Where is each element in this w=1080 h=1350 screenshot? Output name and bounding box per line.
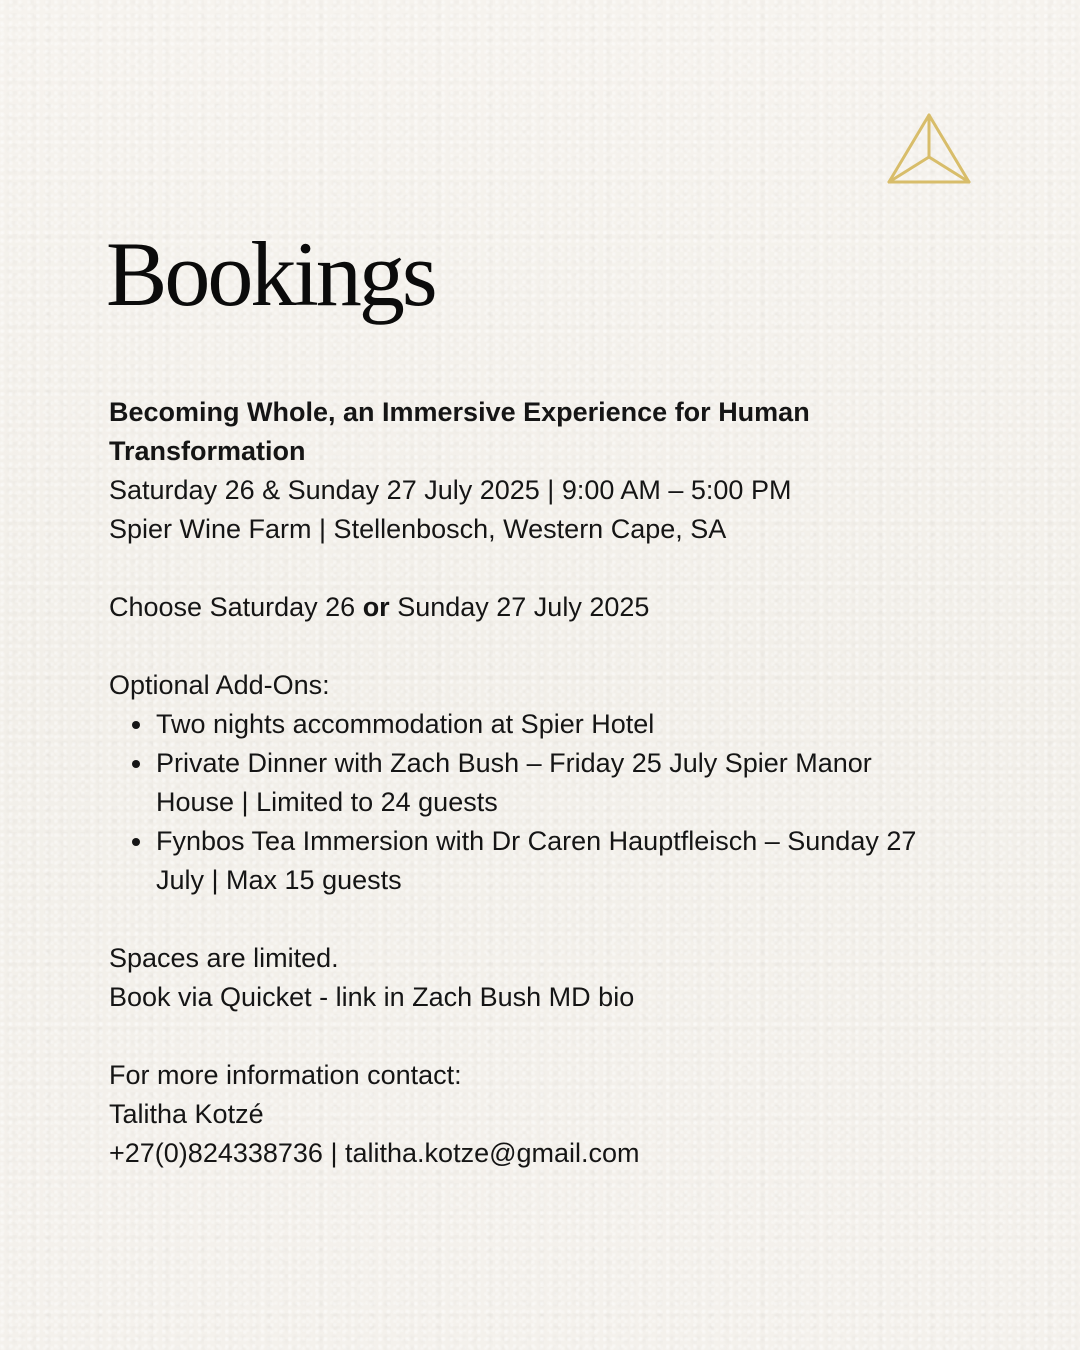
contact-line <box>109 1134 939 1173</box>
list-item: Fynbos Tea Immersion with Dr Caren Hauptfleisch – Sunday 27 July | Max 15 guests <box>156 822 939 900</box>
contact-phone: +27(0)824338736 <box>109 1138 323 1168</box>
contact-name: Talitha Kotzé <box>109 1099 264 1129</box>
event-name: Becoming Whole, an Immersive Experience for Human Transformation <box>109 397 810 466</box>
day-choice-prefix: Choose Saturday 26 <box>109 592 356 622</box>
page-title: Bookings <box>106 223 435 325</box>
contact-email: talitha.kotze@gmail.com <box>345 1138 640 1168</box>
booking-details <box>109 393 939 1173</box>
addons-list <box>109 705 939 900</box>
event-dates: Saturday 26 & Sunday 27 July 2025 | 9:00 AM – 5:00 PM <box>109 475 792 505</box>
triangle-pyramid-icon <box>886 112 972 186</box>
addons-heading: Optional Add-Ons: <box>109 670 330 700</box>
contact-separator: | <box>330 1138 338 1168</box>
spaces-limited: Spaces are limited. <box>109 943 339 973</box>
day-choice <box>109 588 939 627</box>
contact-heading: For more information contact: <box>109 1060 462 1090</box>
event-venue: Spier Wine Farm | Stellenbosch, Western Cape, SA <box>109 514 727 544</box>
day-choice-suffix: Sunday 27 July 2025 <box>397 592 650 622</box>
list-item: Private Dinner with Zach Bush – Friday 25 July Spier Manor House | Limited to 24 guests <box>156 744 939 822</box>
day-choice-or: or <box>362 592 390 622</box>
booking-instructions: Book via Quicket - link in Zach Bush MD bio <box>109 982 635 1012</box>
list-item: Two nights accommodation at Spier Hotel <box>156 705 939 744</box>
